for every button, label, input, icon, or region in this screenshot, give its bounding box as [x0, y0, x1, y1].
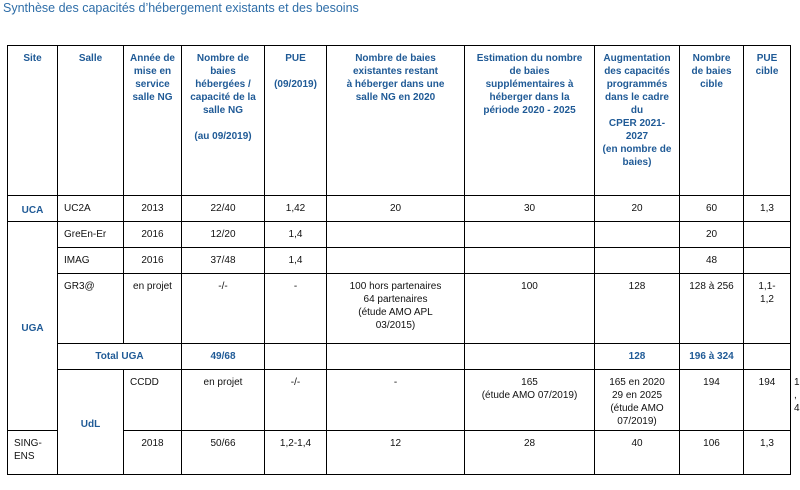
existantes-cell: 100 hors partenaires 64 partenaires (étude AMO APL 03/2015)	[327, 274, 465, 344]
header-nombre-baies: Nombre de baies hébergées / capacité de la salle NG (au 09/2019)	[182, 46, 265, 196]
annee-cell: 2016	[124, 222, 182, 248]
table-row	[8, 274, 791, 344]
header-pue: PUE (09/2019)	[265, 46, 327, 196]
pue-cell: -	[327, 370, 465, 431]
augmentation-cell	[595, 248, 680, 274]
baies-cell: -/-	[182, 274, 265, 344]
existantes-cell	[327, 248, 465, 274]
total-baies: 49/68	[182, 344, 265, 370]
cible-cell: 106	[680, 431, 744, 475]
estimation-cell	[465, 248, 595, 274]
pue-cell	[265, 344, 327, 370]
augmentation-cell: 20	[595, 196, 680, 222]
annee-cell: 2013	[124, 196, 182, 222]
pue-cell: 1,4	[265, 248, 327, 274]
capacity-table	[7, 45, 800, 475]
pue-cell: 1,2-1,4	[265, 431, 327, 475]
pue-cible-cell	[744, 344, 791, 370]
salle-cell: GreEn-Er	[58, 222, 124, 248]
estimation-cell: 28	[465, 431, 595, 475]
augmentation-cell: 128	[595, 274, 680, 344]
table-row	[8, 248, 791, 274]
site-cell: UCA	[8, 196, 58, 222]
augmentation-cell: 194	[680, 370, 744, 431]
header-cible: Nombre de baies cible	[680, 46, 744, 196]
cible-cell: 48	[680, 248, 744, 274]
salle-cell: UC2A	[58, 196, 124, 222]
pue-cell: 1,42	[265, 196, 327, 222]
salle-cell: SING- ENS	[8, 431, 58, 475]
existantes-cell	[327, 222, 465, 248]
site-cell: UdL	[58, 370, 124, 475]
header-salle: Salle	[58, 46, 124, 196]
total-row	[8, 344, 791, 370]
baies-cell: 12/20	[182, 222, 265, 248]
annee-cell: en projet	[124, 274, 182, 344]
cible-cell: 60	[680, 196, 744, 222]
cible-cell: 194	[744, 370, 791, 431]
existantes-cell	[327, 344, 465, 370]
existantes-cell: 20	[327, 196, 465, 222]
baies-cell: -/-	[265, 370, 327, 431]
estimation-cell	[465, 344, 595, 370]
annee-cell: 2018	[124, 431, 182, 475]
salle-cell: GR3@	[58, 274, 124, 344]
total-label: Total UGA	[58, 344, 182, 370]
cible-cell: 128 à 256	[680, 274, 744, 344]
annee-cell: en projet	[182, 370, 265, 431]
pue-cible-cell: 1,3	[744, 431, 791, 475]
pue-cell: -	[265, 274, 327, 344]
pue-cible-cell: 1,3	[744, 196, 791, 222]
augmentation-cell: 40	[595, 431, 680, 475]
header-annee: Année de mise en service salle NG	[124, 46, 182, 196]
baies-cell: 37/48	[182, 248, 265, 274]
table-row	[8, 196, 791, 222]
pue-cell: 1,4	[265, 222, 327, 248]
estimation-cell: 30	[465, 196, 595, 222]
header-site: Site	[8, 46, 58, 196]
total-cible: 196 à 324	[680, 344, 744, 370]
pue-cible-cell	[744, 248, 791, 274]
cible-cell: 20	[680, 222, 744, 248]
baies-cell: 22/40	[182, 196, 265, 222]
salle-cell: CCDD	[124, 370, 182, 431]
table-row: UdL CCDD en projet -/- - 165 (étude AMO 07/2019) 165 en 2020 29 en 2025 (étude AMO 07/2019) 194 194 1,4	[8, 370, 791, 431]
page-title: Synthèse des capacités d’hébergement existants et des besoins	[3, 1, 359, 15]
augmentation-cell	[595, 222, 680, 248]
estimation-cell: 165 en 2020 29 en 2025 (étude AMO 07/2019)	[595, 370, 680, 431]
estimation-cell: 100	[465, 274, 595, 344]
total-augmentation: 128	[595, 344, 680, 370]
header-augmentation: Augmentation des capacités programmés dans le cadre du CPER 2021- 2027 (en nombre de baies)	[595, 46, 680, 196]
estimation-cell	[465, 222, 595, 248]
header-row	[8, 46, 791, 196]
baies-cell: 50/66	[182, 431, 265, 475]
pue-cible-cell: 1,1- 1,2	[744, 274, 791, 344]
table-row	[8, 431, 791, 475]
header-existantes: Nombre de baies existantes restant à héberger dans une salle NG en 2020	[327, 46, 465, 196]
pue-cible-cell	[744, 222, 791, 248]
annee-cell: 2016	[124, 248, 182, 274]
existantes-cell: 165 (étude AMO 07/2019)	[465, 370, 595, 431]
site-cell: UGA	[8, 222, 58, 431]
header-estimation: Estimation du nombre de baies supplémentaires à héberger dans la période 2020 - 2025	[465, 46, 595, 196]
existantes-cell: 12	[327, 431, 465, 475]
table-row	[8, 222, 791, 248]
salle-cell: IMAG	[58, 248, 124, 274]
header-pue-cible: PUE cible	[744, 46, 791, 196]
